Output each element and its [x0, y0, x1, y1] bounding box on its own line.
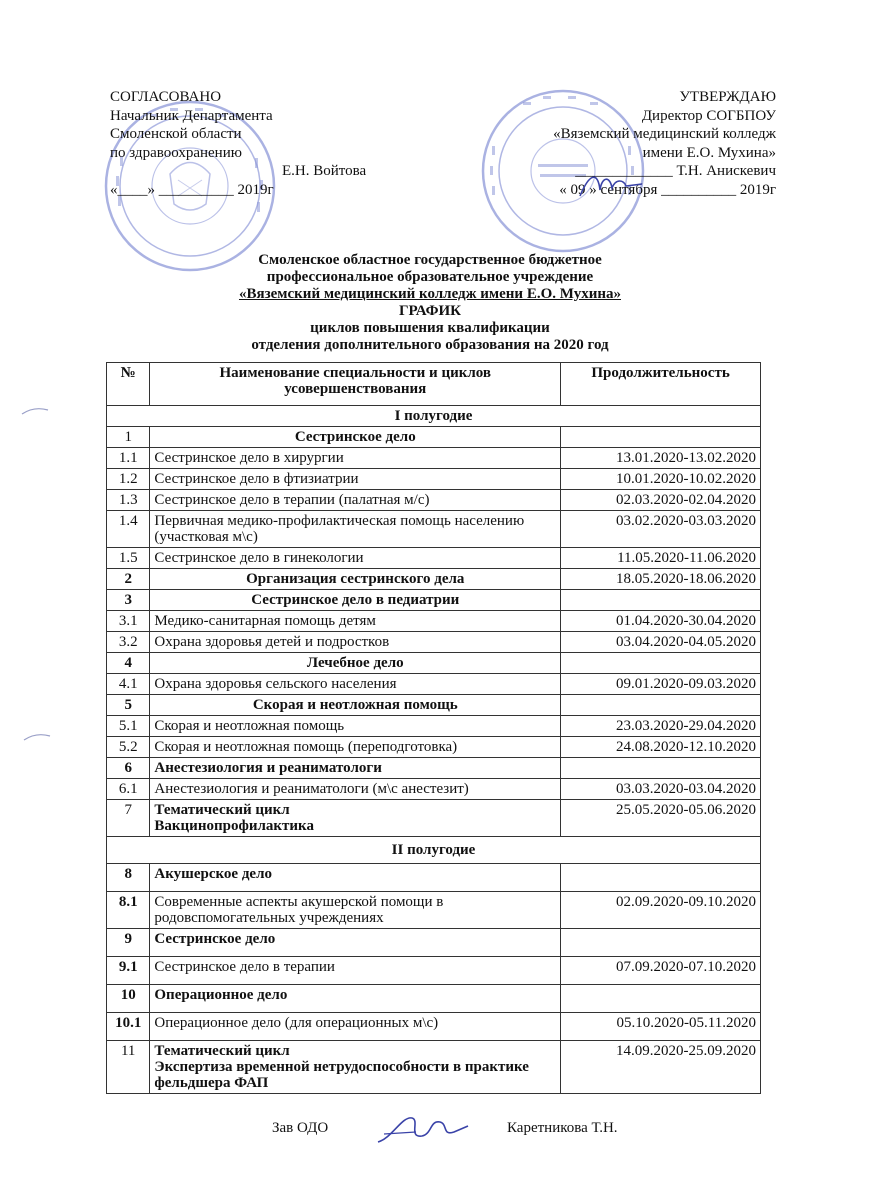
section-row: [107, 406, 761, 427]
col-header-number: №: [107, 363, 150, 406]
col-header-duration: Продолжительность: [561, 363, 761, 406]
row-name: Анестезиология и реаниматологи: [150, 758, 561, 779]
row-duration: [561, 929, 761, 957]
table-row: [107, 892, 761, 929]
table-row: [107, 779, 761, 800]
row-name: Охрана здоровья сельского населения: [150, 674, 561, 695]
row-name: Сестринское дело: [150, 929, 561, 957]
approval-right-title: УТВЕРЖДАЮ: [679, 89, 776, 105]
row-name: Медико-санитарная помощь детям: [150, 611, 561, 632]
approval-right-signer: _____________ Т.Н. Анискевич: [575, 163, 776, 179]
table-header-row: [107, 363, 761, 406]
row-name-line1: Тематический цикл: [154, 802, 290, 818]
row-name-multiline: [150, 800, 561, 837]
row-name-line2: Вакцинопрофилактика: [154, 818, 314, 834]
approval-left-date: «____» __________ 2019г: [110, 181, 274, 198]
row-number: 8: [107, 864, 150, 892]
table-row: [107, 737, 761, 758]
org-name-line3: «Вяземский медицинский колледж имени Е.О. Мухина»: [238, 286, 621, 302]
row-name: Операционное дело: [150, 985, 561, 1013]
row-number: 6.1: [107, 779, 150, 800]
row-duration: 14.09.2020-25.09.2020: [561, 1041, 761, 1094]
row-name: Акушерское дело: [150, 864, 561, 892]
table-row: [107, 674, 761, 695]
row-duration: [561, 427, 761, 448]
row-number: 1.3: [107, 490, 150, 511]
row-name: Скорая и неотложная помощь: [150, 695, 561, 716]
row-duration: 09.01.2020-09.03.2020: [561, 674, 761, 695]
row-name: Сестринское дело в терапии (палатная м/с): [150, 490, 561, 511]
row-duration: 07.09.2020-07.10.2020: [561, 957, 761, 985]
row-name: Сестринское дело в гинекологии: [150, 548, 561, 569]
section-label: II полугодие: [107, 837, 761, 864]
row-duration: 25.05.2020-05.06.2020: [561, 800, 761, 837]
table-row: [107, 653, 761, 674]
section-row: [107, 837, 761, 864]
approval-left-line1: Начальник Департамента: [110, 107, 273, 124]
section-label: I полугодие: [107, 406, 761, 427]
head-signature-mark: [372, 1112, 472, 1146]
row-name: Охрана здоровья детей и подростков: [150, 632, 561, 653]
row-duration: 01.04.2020-30.04.2020: [561, 611, 761, 632]
table-row: [107, 985, 761, 1013]
row-number: 5.2: [107, 737, 150, 758]
row-duration: [561, 758, 761, 779]
document-title: ГРАФИК: [398, 303, 462, 319]
row-name: Скорая и неотложная помощь: [150, 716, 561, 737]
approval-right-line1: Директор СОГБПОУ: [641, 107, 776, 124]
row-name: Сестринское дело в фтизиатрии: [150, 469, 561, 490]
table-row: [107, 490, 761, 511]
row-number: 3.2: [107, 632, 150, 653]
row-duration: 23.03.2020-29.04.2020: [561, 716, 761, 737]
approval-left-line3: по здравоохранению: [110, 144, 242, 161]
table-row: [107, 569, 761, 590]
row-name: Сестринское дело в хирургии: [150, 448, 561, 469]
row-name-line1: Тематический цикл: [154, 1043, 290, 1059]
row-number: 5: [107, 695, 150, 716]
row-name: Скорая и неотложная помощь (переподготовка): [150, 737, 561, 758]
row-number: 1.5: [107, 548, 150, 569]
director-signature-mark: [576, 168, 646, 202]
row-duration: [561, 985, 761, 1013]
row-duration: 13.01.2020-13.02.2020: [561, 448, 761, 469]
footer-name: Каретникова Т.Н.: [507, 1120, 618, 1136]
org-name-line2: профессиональное образовательное учреждение: [266, 269, 594, 285]
row-number: 6: [107, 758, 150, 779]
row-name: Организация сестринского дела: [150, 569, 561, 590]
table-row: [107, 800, 761, 837]
row-duration: 03.02.2020-03.03.2020: [561, 511, 761, 548]
approval-left-signer: Е.Н. Войтова: [282, 163, 367, 179]
row-name: Лечебное дело: [150, 653, 561, 674]
schedule-table: [106, 362, 761, 1094]
footer-position: Зав ОДО: [272, 1120, 329, 1136]
row-number: 11: [107, 1041, 150, 1094]
row-duration: [561, 864, 761, 892]
row-number: 1.2: [107, 469, 150, 490]
row-duration: 10.01.2020-10.02.2020: [561, 469, 761, 490]
table-row: [107, 957, 761, 985]
row-duration: 03.04.2020-04.05.2020: [561, 632, 761, 653]
row-duration: 24.08.2020-12.10.2020: [561, 737, 761, 758]
org-name-line1: Смоленское областное государственное бюджетное: [258, 252, 602, 268]
row-number: 1.1: [107, 448, 150, 469]
document-subtitle-line2: отделения дополнительного образования на 2020 год: [251, 337, 609, 353]
approval-right-line2: «Вяземский медицинский колледж: [553, 126, 776, 142]
row-duration: [561, 590, 761, 611]
approval-left-title: СОГЛАСОВАНО: [110, 89, 222, 105]
row-number: 9.1: [107, 957, 150, 985]
row-name: Сестринское дело: [150, 427, 561, 448]
document-heading: [150, 252, 710, 354]
row-name: Первичная медико-профилактическая помощь населению (участковая м\с): [150, 511, 561, 548]
row-number: 4.1: [107, 674, 150, 695]
row-number: 3.1: [107, 611, 150, 632]
row-number: 8.1: [107, 892, 150, 929]
footer-signature: [272, 1112, 692, 1146]
approval-right-line3: имени Е.О. Мухина»: [642, 144, 776, 161]
table-row: [107, 448, 761, 469]
table-row: [107, 929, 761, 957]
row-duration: 18.05.2020-18.06.2020: [561, 569, 761, 590]
approval-right-date: « 09 » сентября __________ 2019г: [559, 181, 776, 198]
row-number: 1.4: [107, 511, 150, 548]
table-row: [107, 590, 761, 611]
row-duration: [561, 653, 761, 674]
row-number: 5.1: [107, 716, 150, 737]
row-number: 10: [107, 985, 150, 1013]
row-name: Анестезиология и реаниматологи (м\с анестезит): [150, 779, 561, 800]
table-row: [107, 427, 761, 448]
table-row: [107, 695, 761, 716]
row-duration: 02.09.2020-09.10.2020: [561, 892, 761, 929]
row-number: 1: [107, 427, 150, 448]
row-number: 2: [107, 569, 150, 590]
row-duration: 05.10.2020-05.11.2020: [561, 1013, 761, 1041]
row-name: Современные аспекты акушерской помощи в родовспомогательных учреждениях: [150, 892, 561, 929]
table-row: [107, 716, 761, 737]
table-row: [107, 864, 761, 892]
row-duration: 03.03.2020-03.04.2020: [561, 779, 761, 800]
row-duration: 02.03.2020-02.04.2020: [561, 490, 761, 511]
row-number: 9: [107, 929, 150, 957]
approval-agreed-block: [110, 88, 390, 199]
document-subtitle-line1: циклов повышения квалификации: [310, 320, 550, 336]
row-name: Сестринское дело в педиатрии: [150, 590, 561, 611]
table-row: [107, 469, 761, 490]
col-header-name: Наименование специальности и циклов усовершенствования: [150, 363, 561, 406]
table-row: [107, 758, 761, 779]
approval-left-line2: Смоленской области: [110, 126, 242, 142]
row-name-line2: Экспертиза временной нетрудоспособности в практике фельдшера ФАП: [154, 1059, 529, 1091]
table-row: [107, 611, 761, 632]
row-name: Сестринское дело в терапии: [150, 957, 561, 985]
row-duration: 11.05.2020-11.06.2020: [561, 548, 761, 569]
row-duration: [561, 695, 761, 716]
row-number: 4: [107, 653, 150, 674]
row-name: Операционное дело (для операционных м\с): [150, 1013, 561, 1041]
margin-mark: [22, 730, 52, 742]
row-number: 7: [107, 800, 150, 837]
row-number: 3: [107, 590, 150, 611]
table-row: [107, 1041, 761, 1094]
row-name-multiline: [150, 1041, 561, 1094]
margin-mark: [20, 404, 50, 416]
table-row: [107, 632, 761, 653]
table-row: [107, 511, 761, 548]
table-row: [107, 548, 761, 569]
row-number: 10.1: [107, 1013, 150, 1041]
table-row: [107, 1013, 761, 1041]
